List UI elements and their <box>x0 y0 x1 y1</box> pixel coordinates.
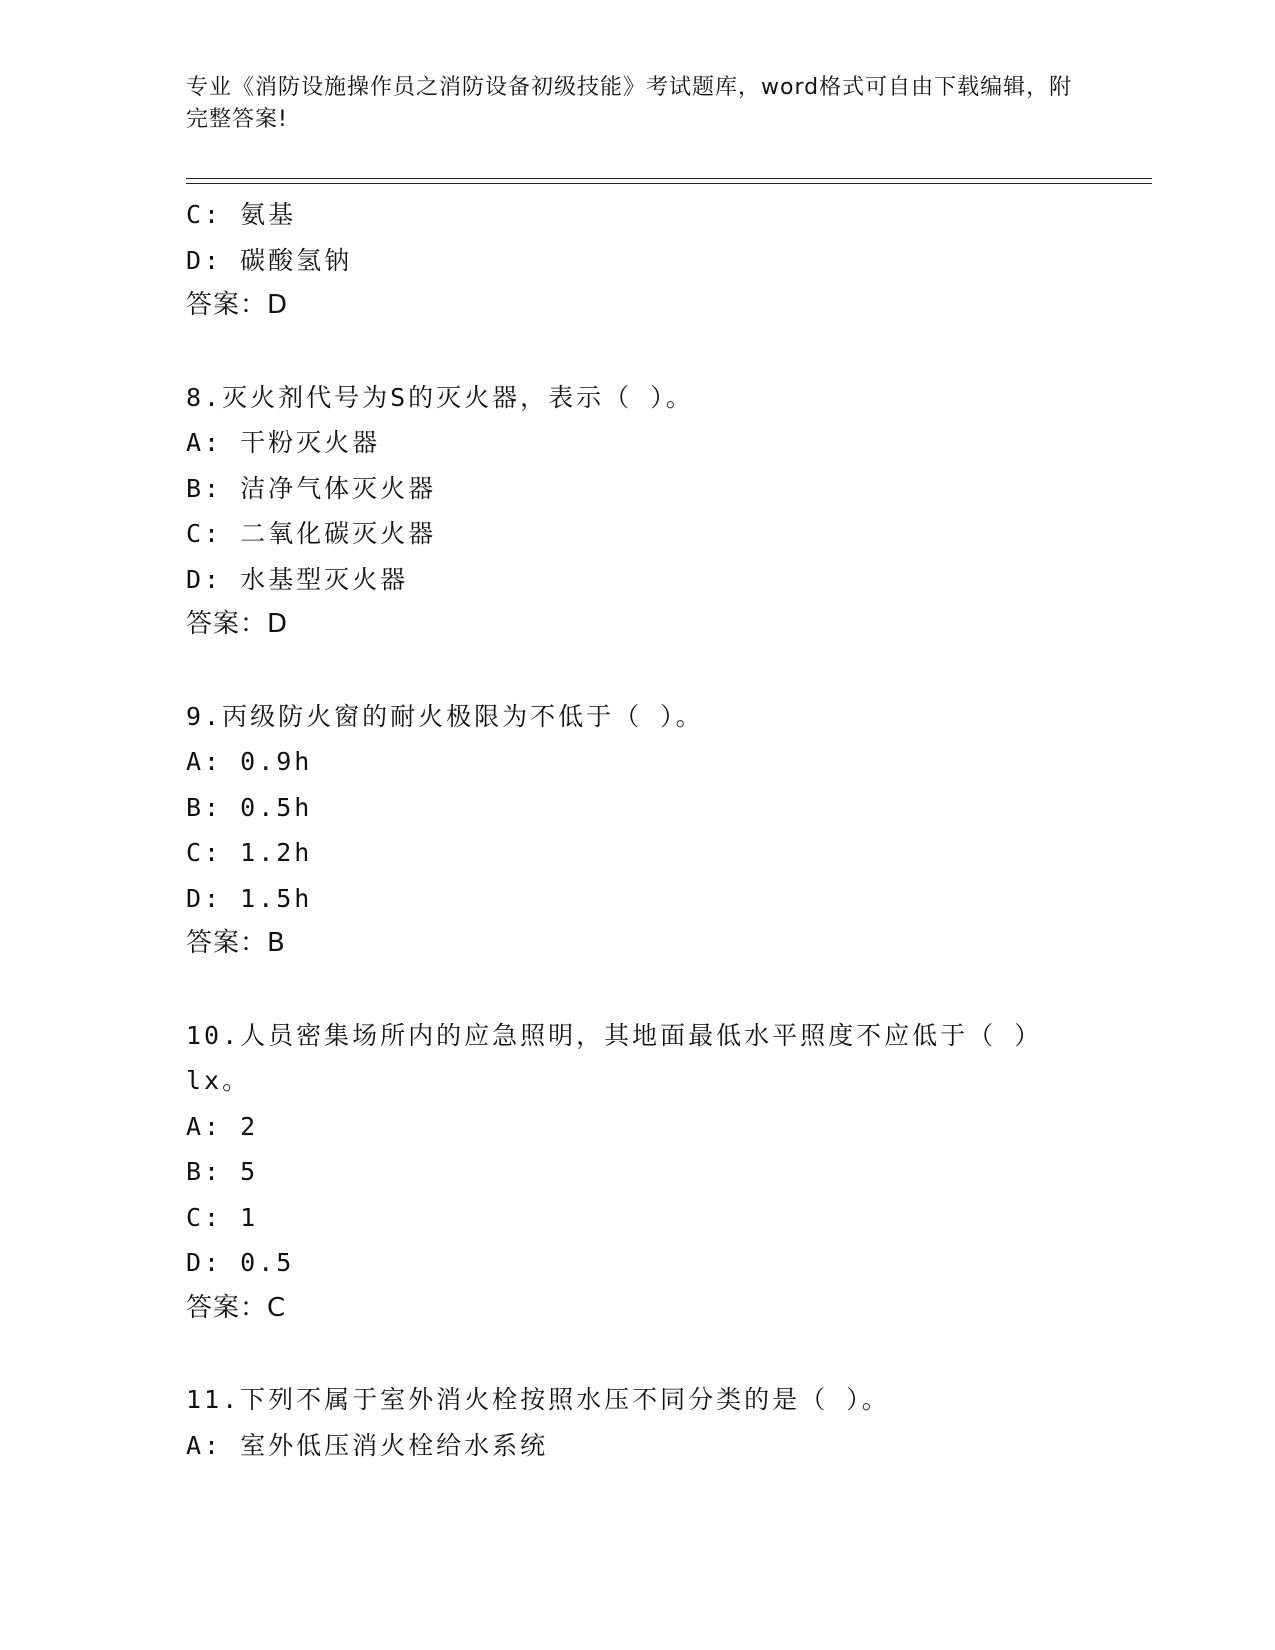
option-d: D: 水基型灭火器 <box>186 564 409 594</box>
option-a: A: 干粉灭火器 <box>186 428 381 457</box>
option-b: B: 0.5h <box>186 792 313 822</box>
option-c: C: 1.2h <box>186 838 313 867</box>
option-a: A: 室外低压消火栓给水系统 <box>186 1430 549 1460</box>
option-c: C: 二氧化碳灭火器 <box>186 519 437 548</box>
question-stem-line-1: 10.人员密集场所内的应急照明，其地面最低水平照度不应低于（ ） <box>186 1020 1043 1050</box>
option-d: D: 碳酸氢钠 <box>186 245 353 275</box>
header-divider-bottom <box>186 183 1152 184</box>
question-stem: 8.灭火剂代号为S的灭火器，表示（ ）。 <box>186 382 694 412</box>
option-b: B: 洁净气体灭火器 <box>186 473 437 503</box>
question-stem: 11.下列不属于室外消火栓按照水压不同分类的是（ ）。 <box>186 1385 890 1414</box>
option-b: B: 5 <box>186 1157 259 1186</box>
question-list <box>186 192 1106 1468</box>
question-9 <box>186 694 1106 967</box>
question-8 <box>186 375 1106 648</box>
answer: 答案：B <box>186 928 286 958</box>
question-7-tail <box>186 192 1106 329</box>
option-a: A: 2 <box>186 1111 259 1141</box>
document-header: 专业《消防设施操作员之消防设备初级技能》考试题库，word格式可自由下载编辑，附完整答案! <box>186 75 1073 132</box>
question-stem-line-2: lx。 <box>186 1066 251 1095</box>
header-divider-top <box>186 178 1152 179</box>
option-c: C: 1 <box>186 1202 259 1232</box>
question-spacer <box>186 648 1106 694</box>
option-d: D: 1.5h <box>186 883 313 913</box>
answer: 答案：D <box>186 290 289 320</box>
option-a: A: 0.9h <box>186 747 313 776</box>
question-stem: 9.丙级防火窗的耐火极限为不低于（ ）。 <box>186 701 704 731</box>
answer: 答案：D <box>186 609 289 639</box>
question-10 <box>186 1013 1106 1332</box>
question-spacer <box>186 1331 1106 1377</box>
question-spacer <box>186 967 1106 1013</box>
question-11 <box>186 1377 1106 1468</box>
answer: 答案：C <box>186 1292 287 1323</box>
question-spacer <box>186 329 1106 375</box>
option-c: C: 氨基 <box>186 200 297 229</box>
option-d: D: 0.5 <box>186 1248 295 1277</box>
